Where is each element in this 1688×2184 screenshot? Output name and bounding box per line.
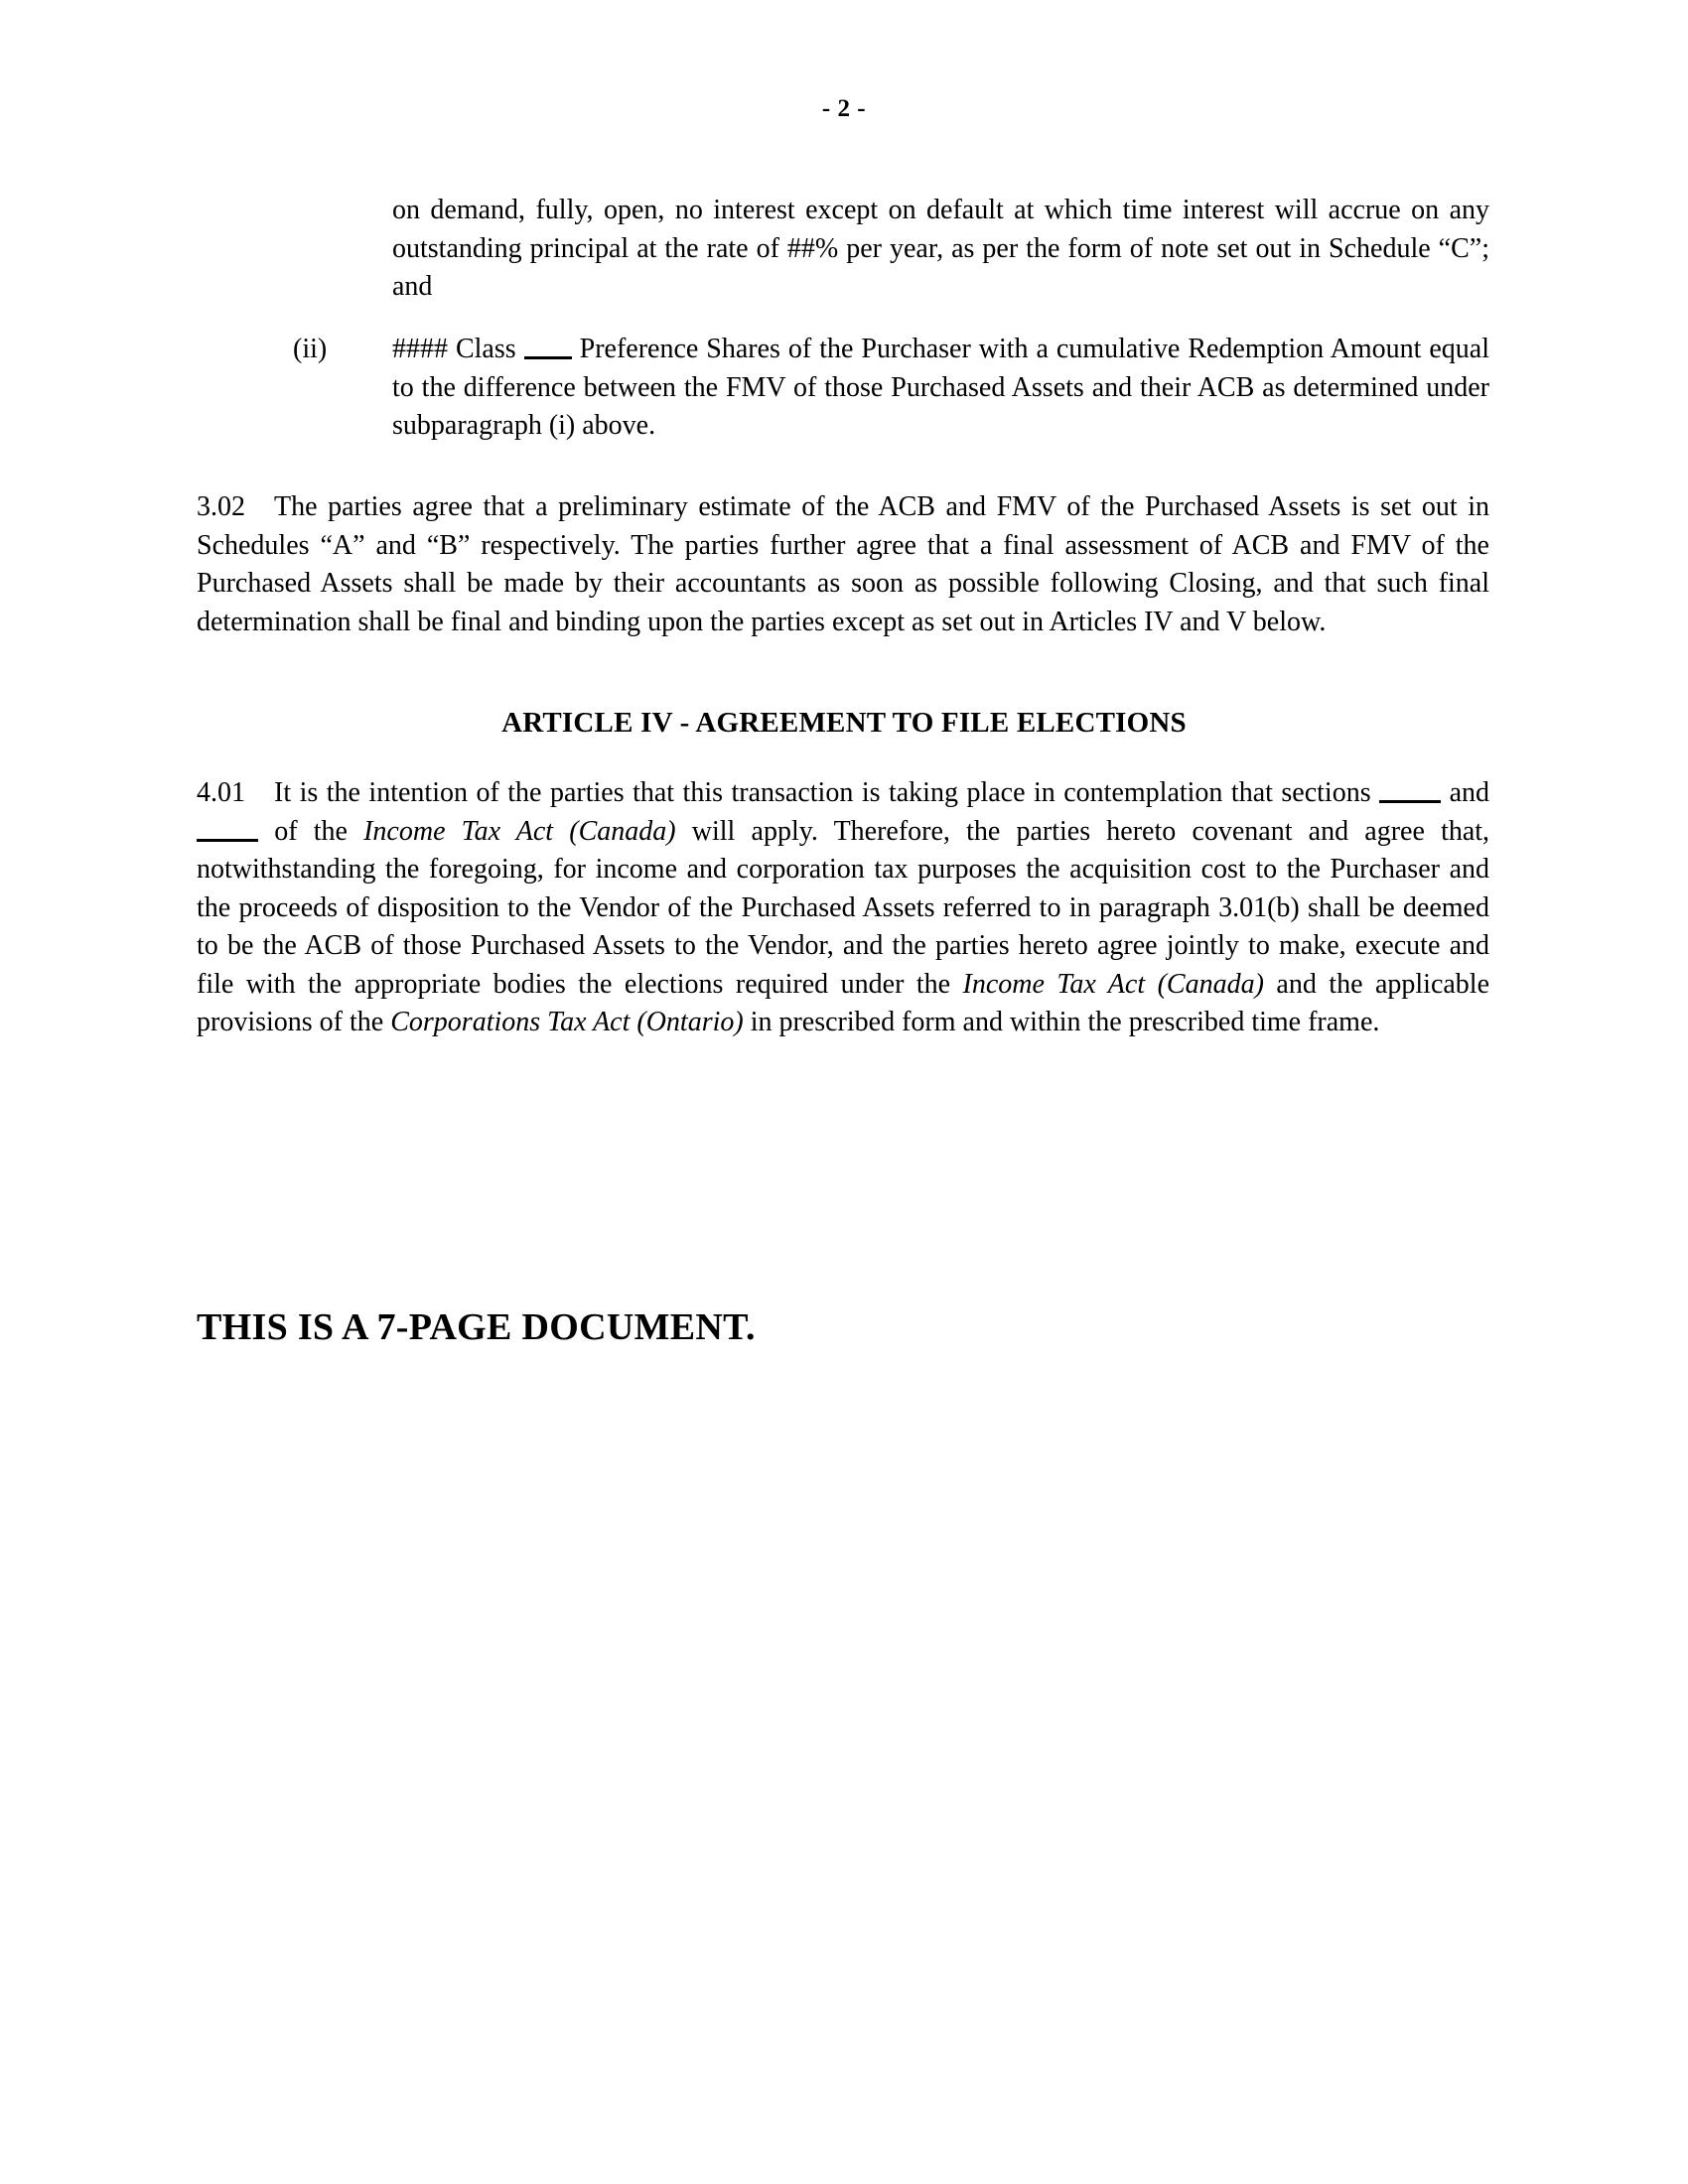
clause-4-01-segment-6: in prescribed form and within the prescribed time frame. bbox=[750, 1007, 1380, 1037]
section-number-blank-1[interactable] bbox=[1379, 800, 1441, 803]
clause-4-01-segment-4: will apply. Therefore, the parties hereto covenant and agree that, notwithstanding the foregoing, for income and corporation tax purposes the acquisition cost to the Purchaser and the proceeds of disposition to the Vendor of the Purchased Assets referred to in paragraph 3.01(b) shall be deemed to be the ACB of those Purchased Assets to the Vendor, and the parties hereto agree jointly to make, execute and file with the appropriate bodies the elections required under the bbox=[197, 815, 1490, 1000]
clause-4-01 bbox=[197, 774, 1489, 1042]
clause-3-01-b-ii-text bbox=[392, 331, 1489, 446]
section-number-blank-2[interactable] bbox=[197, 839, 258, 842]
statute-income-tax-act-canada-2: Income Tax Act (Canada) bbox=[962, 968, 1264, 1000]
class-designation-blank[interactable] bbox=[524, 356, 572, 359]
clause-3-01-b-i-text: on demand, fully, open, no interest except on default at which time interest will accrue on any outstanding principal at the rate of ##% per year, as per the form of note set out in Schedule “C”; and bbox=[392, 195, 1489, 302]
clause-3-02 bbox=[197, 488, 1489, 641]
clause-4-01-segment-5: and the applicable provisions of the bbox=[197, 968, 1490, 1037]
document-length-note: THIS IS A 7-PAGE DOCUMENT. bbox=[197, 1306, 756, 1348]
clause-3-02-text: The parties agree that a preliminary estimate of the ACB and FMV of the Purchased Assets is set out in Schedules “A” and “B” respectively. The parties further agree that a final assessment of ACB and FMV of the Purchased Assets shall be made by their accountants as soon as possible following Closing, and that such final determination shall be final and binding upon the parties except as set out in Articles IV and V below. bbox=[197, 491, 1489, 637]
clause-4-01-segment-3: of the bbox=[274, 815, 348, 847]
clause-4-01-number: 4.01 bbox=[197, 777, 245, 808]
clause-3-01-b-ii-text-before-blank: #### Class bbox=[392, 334, 516, 364]
list-marker-ii: (ii) bbox=[293, 334, 328, 364]
clause-3-01-b-ii bbox=[293, 331, 1489, 446]
clause-4-01-segment-1: It is the intention of the parties that this transaction is taking place in contemplation that sections bbox=[274, 777, 1371, 808]
clause-3-02-number: 3.02 bbox=[197, 491, 245, 522]
clause-4-01-segment-2: and bbox=[1449, 777, 1489, 808]
statute-corporations-tax-act-ontario: Corporations Tax Act (Ontario) bbox=[390, 1007, 744, 1037]
clause-3-01-b-ii-text-after-blank: Preference Shares of the Purchaser with a cumulative Redemption Amount equal to the difference between the FMV of those Purchased Assets and their ACB as determined under subparagraph (i) above. bbox=[392, 334, 1490, 441]
article-iv-heading: ARTICLE IV - AGREEMENT TO FILE ELECTIONS bbox=[501, 707, 1187, 739]
page-number-header: - 2 - bbox=[821, 95, 867, 122]
clause-3-02-paragraph bbox=[197, 488, 1489, 641]
statute-income-tax-act-canada-1: Income Tax Act (Canada) bbox=[363, 815, 676, 847]
clause-4-01-paragraph bbox=[197, 774, 1489, 1042]
clause-3-01-b-i-continuation bbox=[392, 192, 1489, 307]
